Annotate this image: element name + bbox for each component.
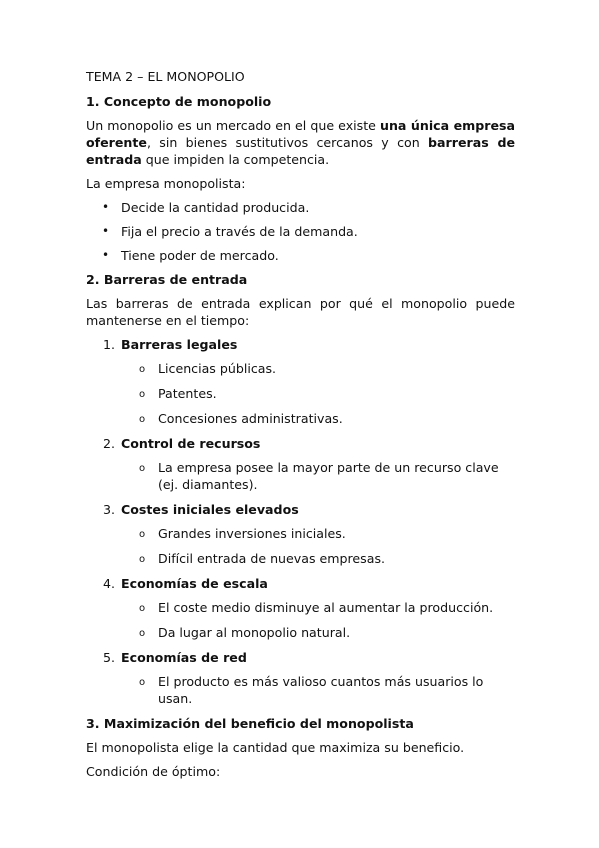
section-3-condition: Condición de óptimo:	[86, 764, 221, 779]
section-1-text-1: Un monopolio es un mercado en el que existe	[86, 118, 380, 133]
circle-bullet-icon: o	[139, 554, 146, 565]
barrier-title: Economías de escala	[121, 576, 268, 591]
section-1-paragraph	[86, 117, 515, 168]
circle-bullet-icon: o	[139, 628, 146, 639]
sub-item-text: El coste medio disminuye al aumentar la producción.	[158, 600, 494, 615]
section-1-text-2: , sin bienes sustitutivos cercanos y con	[146, 135, 429, 150]
sub-list-item	[86, 624, 515, 641]
circle-bullet-icon: o	[139, 463, 146, 474]
section-2-heading: 2. Barreras de entrada	[86, 272, 248, 287]
sub-item-text: Grandes inversiones iniciales.	[158, 526, 346, 541]
sub-list-item	[86, 550, 515, 567]
sub-list-item	[86, 360, 515, 377]
sub-item-text: Patentes.	[158, 386, 217, 401]
document-title: TEMA 2 – EL MONOPOLIO	[86, 69, 245, 84]
section-3-paragraph: El monopolista elige la cantidad que maximiza su beneficio.	[86, 740, 465, 755]
barrier-number: 1.	[103, 337, 116, 352]
circle-bullet-icon: o	[139, 677, 146, 688]
section-1-heading: 1. Concepto de monopolio	[86, 94, 272, 109]
section-1-text-3: que impiden la competencia.	[141, 152, 330, 167]
barrier-title: Economías de red	[121, 650, 247, 665]
barriers-list	[86, 336, 515, 707]
barrier-sub-list	[86, 599, 515, 641]
sub-item-text: El producto es más valioso cuantos más usuarios lo usan.	[158, 674, 484, 706]
bullet-icon: •	[102, 224, 110, 238]
barrier-sub-list	[86, 459, 515, 493]
section-1-bold-1: una única empresa oferente	[86, 118, 516, 150]
barrier-heading	[86, 575, 515, 592]
sub-list-item	[86, 673, 515, 707]
sub-list-item	[86, 599, 515, 616]
list-item-text: Tiene poder de mercado.	[121, 248, 279, 263]
sub-item-text: La empresa posee la mayor parte de un recurso clave (ej. diamantes).	[158, 460, 499, 492]
circle-bullet-icon: o	[139, 389, 146, 400]
barrier-sub-list	[86, 525, 515, 567]
sub-list-item	[86, 459, 515, 493]
barrier-number: 4.	[103, 576, 116, 591]
barrier-number: 3.	[103, 502, 116, 517]
sub-item-text: Da lugar al monopolio natural.	[158, 625, 351, 640]
bullet-icon: •	[102, 200, 110, 214]
barrier-sub-list	[86, 360, 515, 427]
list-item-text: Decide la cantidad producida.	[121, 200, 310, 215]
barrier-item-scale	[86, 575, 515, 641]
sub-list-item	[86, 385, 515, 402]
section-1-bold-2: barreras de entrada	[86, 135, 516, 167]
list-item	[86, 199, 515, 216]
list-item	[86, 247, 515, 264]
barrier-heading	[86, 501, 515, 518]
barrier-item-network	[86, 649, 515, 707]
barrier-number: 2.	[103, 436, 116, 451]
barrier-item-costs	[86, 501, 515, 567]
circle-bullet-icon: o	[139, 364, 146, 375]
barrier-title: Control de recursos	[121, 436, 261, 451]
barrier-heading	[86, 336, 515, 353]
barrier-number: 5.	[103, 650, 116, 665]
barrier-heading	[86, 649, 515, 666]
circle-bullet-icon: o	[139, 414, 146, 425]
circle-bullet-icon: o	[139, 603, 146, 614]
circle-bullet-icon: o	[139, 529, 146, 540]
section-3-heading: 3. Maximización del beneficio del monopolista	[86, 716, 414, 731]
section-1-bullet-list	[86, 199, 515, 264]
barrier-item-resources	[86, 435, 515, 493]
list-item-text: Fija el precio a través de la demanda.	[121, 224, 358, 239]
barrier-sub-list	[86, 673, 515, 707]
barrier-title: Barreras legales	[121, 337, 238, 352]
sub-list-item	[86, 525, 515, 542]
document-body	[86, 68, 515, 787]
sub-item-text: Concesiones administrativas.	[158, 411, 343, 426]
sub-item-text: Licencias públicas.	[158, 361, 277, 376]
section-1-intro: La empresa monopolista:	[86, 176, 246, 191]
section-2-intro: Las barreras de entrada explican por qué el monopolio puede mantenerse en el tiempo:	[86, 296, 515, 328]
barrier-heading	[86, 435, 515, 452]
sub-list-item	[86, 410, 515, 427]
barrier-item-legal	[86, 336, 515, 427]
bullet-icon: •	[102, 248, 110, 262]
sub-item-text: Difícil entrada de nuevas empresas.	[158, 551, 386, 566]
barrier-title: Costes iniciales elevados	[121, 502, 299, 517]
list-item	[86, 223, 515, 240]
